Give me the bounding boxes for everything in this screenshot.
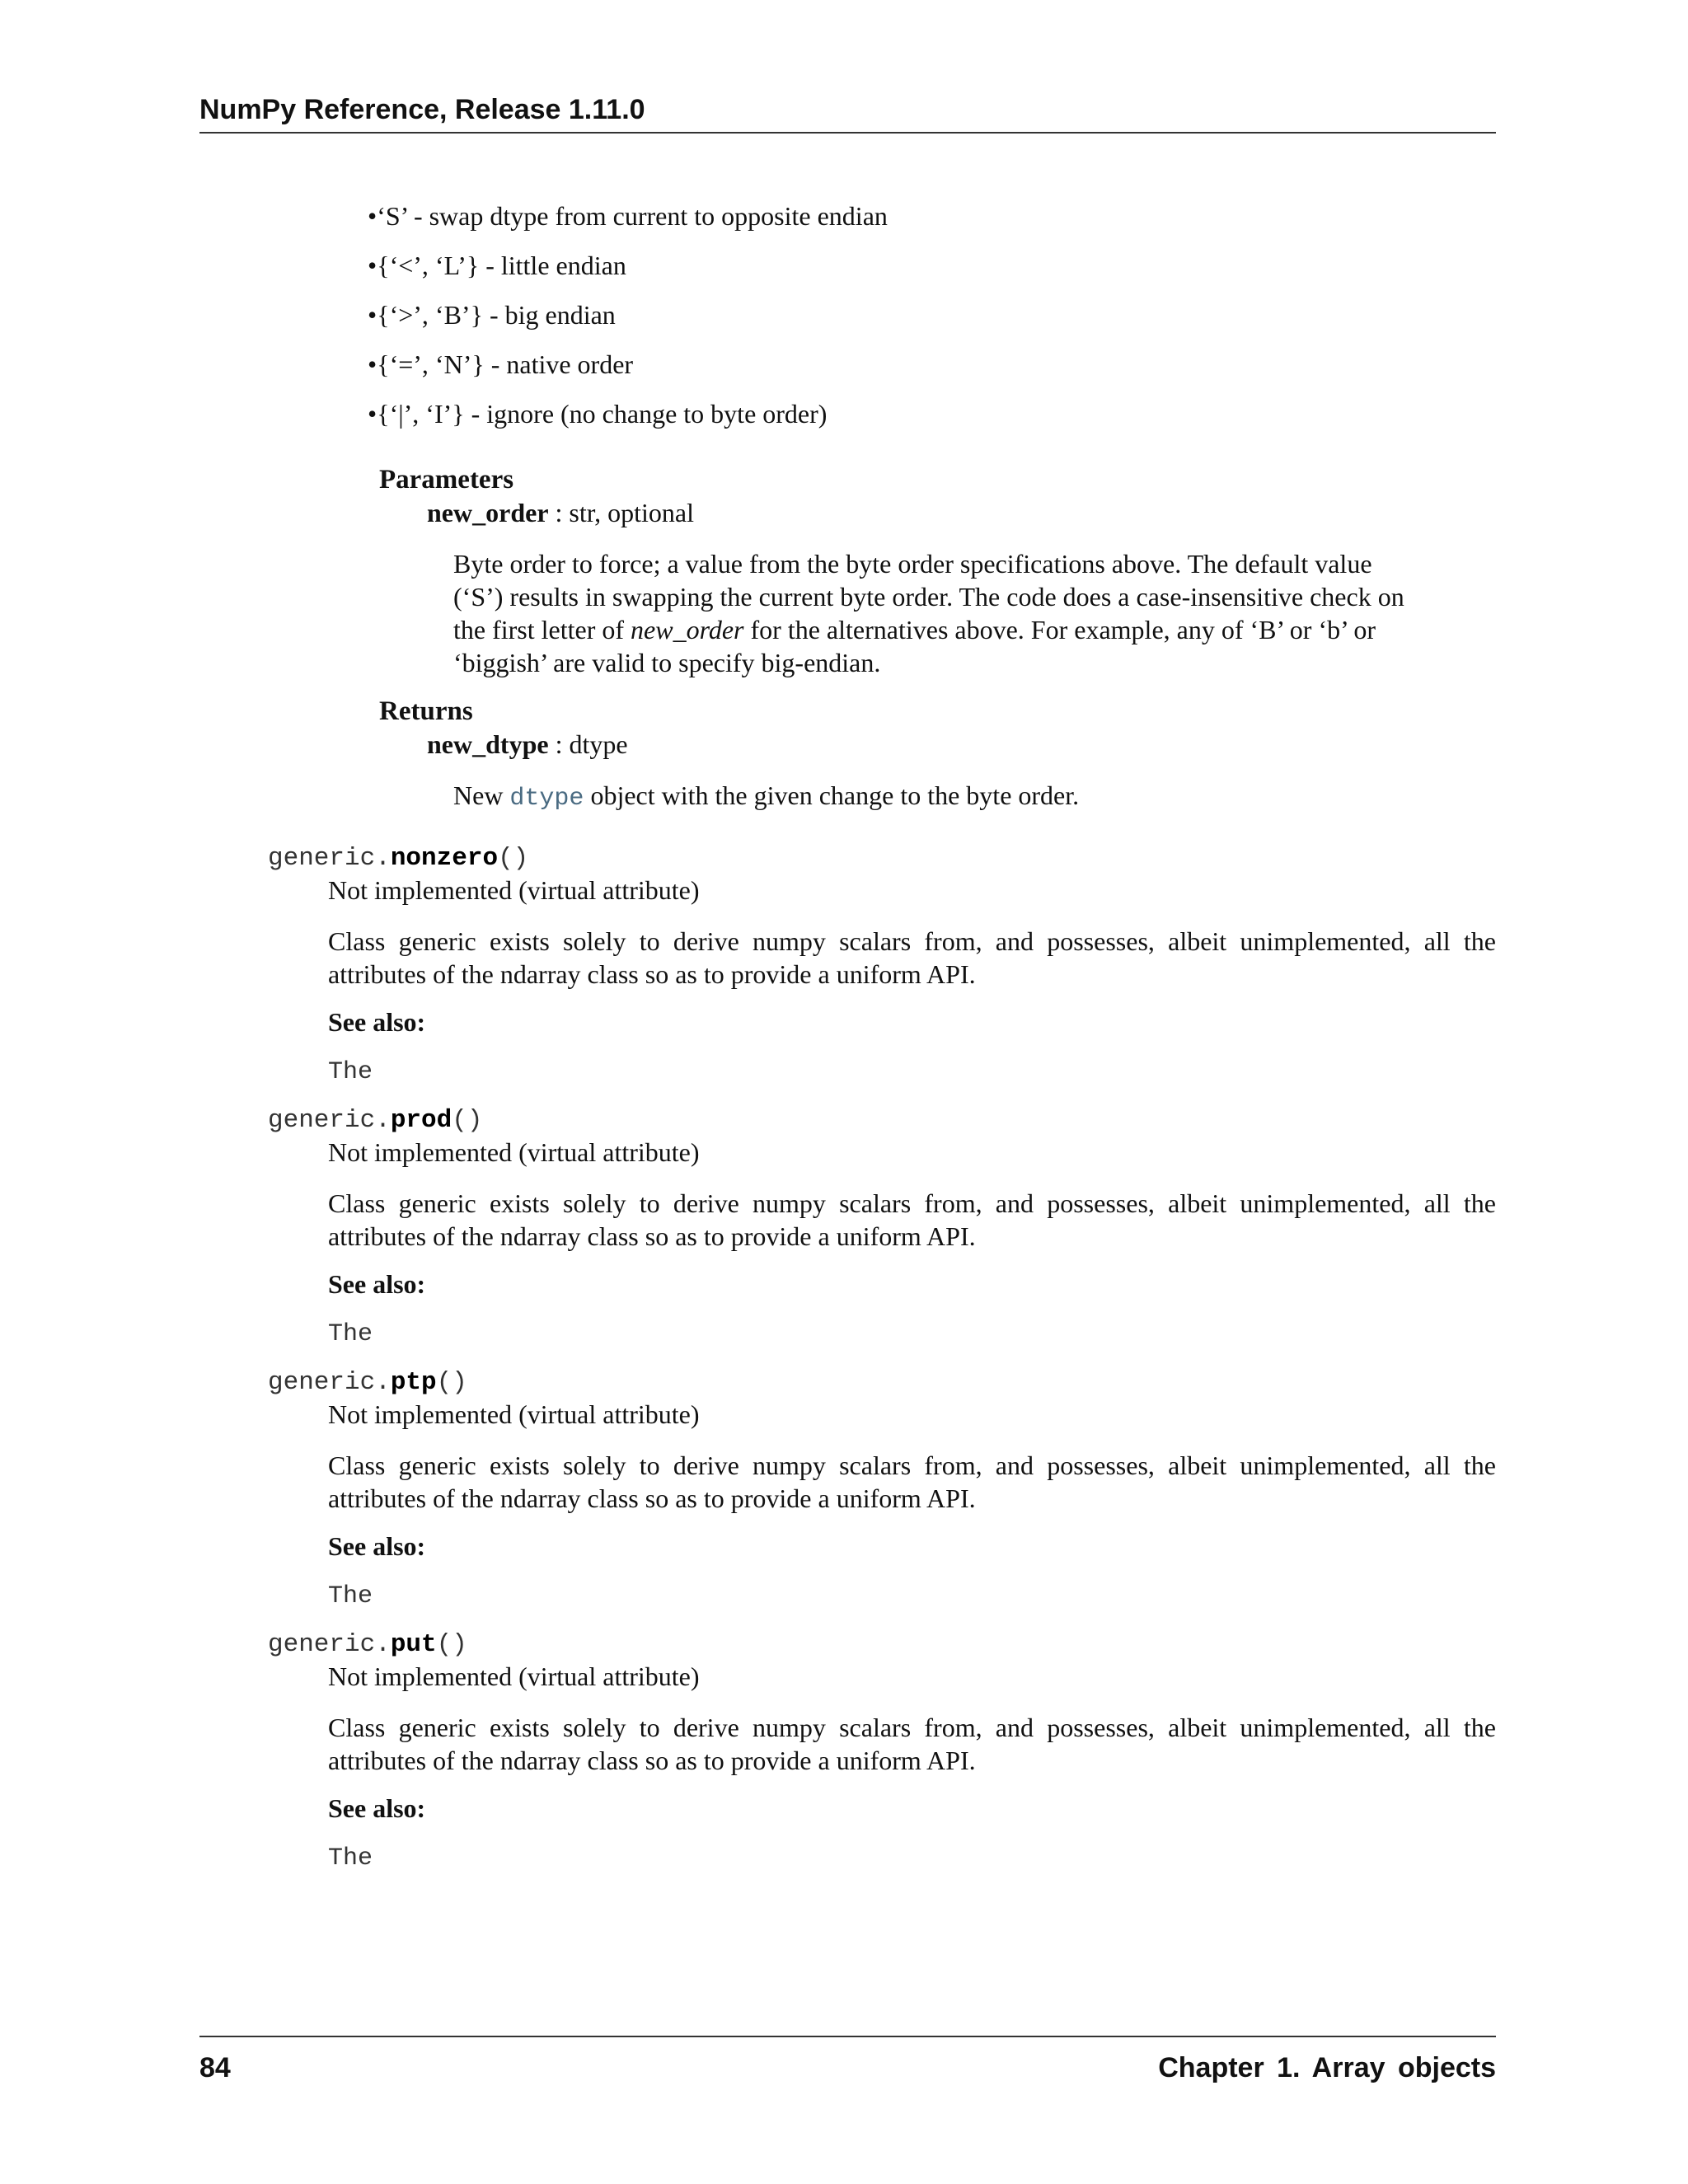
sig-prefix: generic. xyxy=(268,1630,391,1659)
method-signature-prod xyxy=(268,1106,482,1135)
sig-suffix: () xyxy=(452,1106,483,1135)
return-desc-post: object with the given change to the byte order. xyxy=(584,780,1080,810)
param-desc-part1: Byte order to force; a value from the byte order specifications above. The default value (‘S’) results in swapping the current byte order. The code does a case-insensitive check on the first letter of xyxy=(453,549,1404,644)
byteorder-spec-native: •{‘=’, ‘N’} - native order xyxy=(368,349,634,379)
method-summary: Not implemented (virtual attribute) xyxy=(328,1399,700,1429)
return-desc-pre: New xyxy=(453,780,510,810)
method-signature-ptp xyxy=(268,1368,467,1397)
sig-prefix: generic. xyxy=(268,844,391,873)
param-new-order xyxy=(427,498,694,528)
sig-prefix: generic. xyxy=(268,1106,391,1135)
dtype-link[interactable]: dtype xyxy=(509,785,584,813)
byteorder-spec-big: •{‘>’, ‘B’} - big endian xyxy=(368,300,616,330)
see-also-label: See also: xyxy=(328,1793,426,1823)
sig-name: put xyxy=(390,1630,437,1659)
method-signature-nonzero xyxy=(268,844,528,873)
sig-suffix: () xyxy=(498,844,529,873)
method-summary: Not implemented (virtual attribute) xyxy=(328,1137,700,1167)
see-also-target: The xyxy=(328,1844,373,1872)
page-number: 84 xyxy=(199,2052,231,2083)
return-description xyxy=(453,779,1418,815)
param-desc-part2: for the alternatives above. For example, any of ‘B’ or ‘b’ or ‘biggish’ are valid to specify big-endian. xyxy=(453,615,1376,677)
chapter-title: Chapter 1. Array objects xyxy=(1158,2052,1496,2083)
returns-heading: Returns xyxy=(379,696,473,726)
see-also-target: The xyxy=(328,1320,373,1348)
sig-name: ptp xyxy=(390,1368,437,1397)
sig-suffix: () xyxy=(436,1368,467,1397)
page-header xyxy=(199,94,1496,134)
parameters-heading: Parameters xyxy=(379,465,514,494)
method-signature-put xyxy=(268,1630,467,1659)
sig-suffix: () xyxy=(436,1630,467,1659)
return-new-dtype xyxy=(427,729,628,760)
return-type: : dtype xyxy=(548,729,628,759)
param-desc-em: new_order xyxy=(631,615,744,644)
header-title: NumPy Reference, Release 1.11.0 xyxy=(199,94,645,125)
see-also-label: See also: xyxy=(328,1007,426,1037)
byteorder-spec-swap: •‘S’ - swap dtype from current to opposite endian xyxy=(368,201,888,231)
method-description: Class generic exists solely to derive numpy scalars from, and possesses, albeit unimplemented, all the attributes of the ndarray class so as to provide a uniform API. xyxy=(328,1451,1496,1513)
see-also-target: The xyxy=(328,1058,373,1086)
sig-name: nonzero xyxy=(390,844,499,873)
return-name: new_dtype xyxy=(427,729,549,759)
method-summary: Not implemented (virtual attribute) xyxy=(328,875,700,905)
see-also-target: The xyxy=(328,1582,373,1610)
method-summary: Not implemented (virtual attribute) xyxy=(328,1661,700,1691)
sig-prefix: generic. xyxy=(268,1368,391,1397)
byteorder-spec-little: •{‘<’, ‘L’} - little endian xyxy=(368,251,626,280)
page-footer xyxy=(199,2036,1496,2087)
method-description: Class generic exists solely to derive numpy scalars from, and possesses, albeit unimplemented, all the attributes of the ndarray class so as to provide a uniform API. xyxy=(328,1713,1496,1775)
method-description: Class generic exists solely to derive numpy scalars from, and possesses, albeit unimplemented, all the attributes of the ndarray class so as to provide a uniform API. xyxy=(328,926,1496,989)
see-also-label: See also: xyxy=(328,1531,426,1561)
param-description xyxy=(453,547,1418,679)
byteorder-spec-ignore: •{‘|’, ‘I’} - ignore (no change to byte order) xyxy=(368,399,828,429)
see-also-label: See also: xyxy=(328,1269,426,1299)
param-type: : str, optional xyxy=(548,498,694,527)
method-description: Class generic exists solely to derive numpy scalars from, and possesses, albeit unimplemented, all the attributes of the ndarray class so as to provide a uniform API. xyxy=(328,1188,1496,1251)
param-name: new_order xyxy=(427,498,549,527)
sig-name: prod xyxy=(390,1106,452,1135)
